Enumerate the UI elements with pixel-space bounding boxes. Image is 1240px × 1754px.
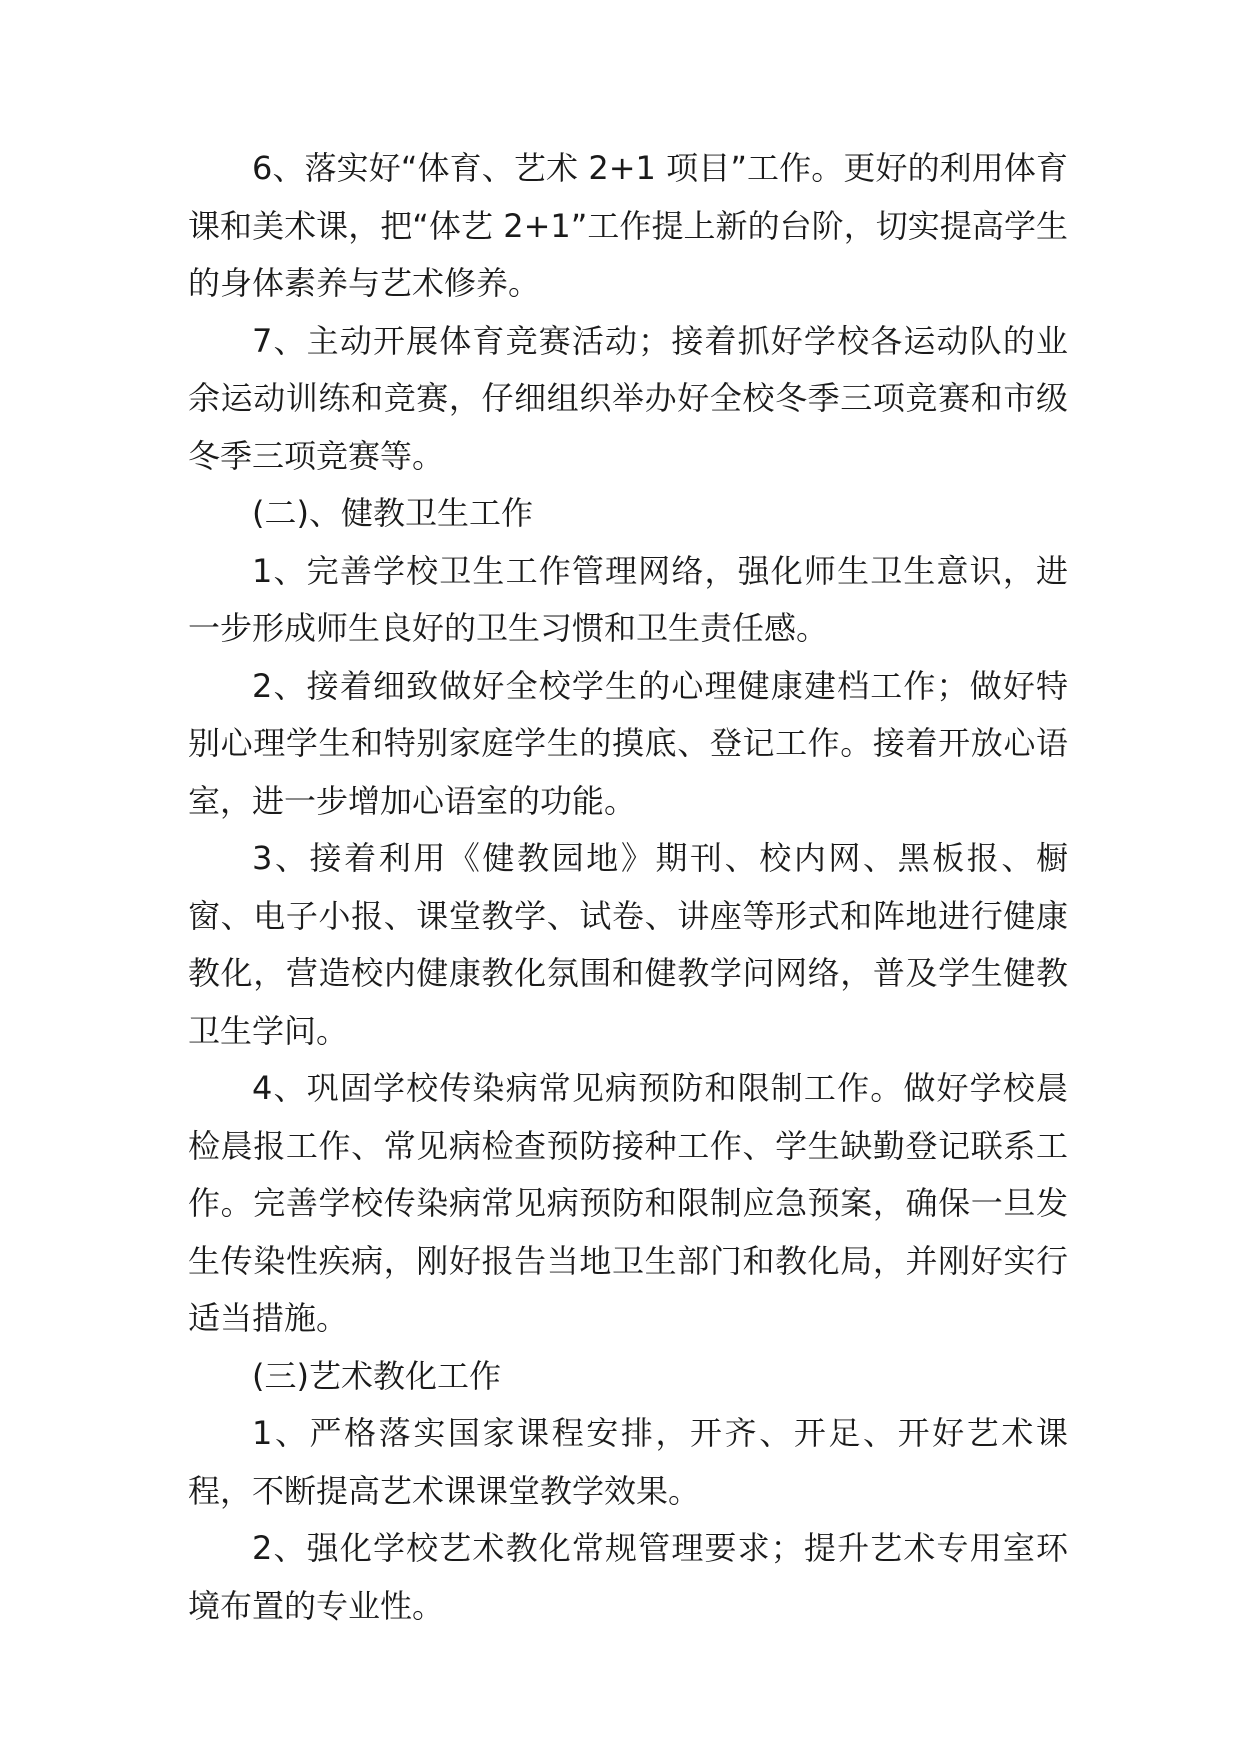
paragraph-7-sports-competitions: 7、主动开展体育竞赛活动；接着抓好学校各运动队的业余运动训练和竞赛，仔细组织举办好全校冬季三项竞赛和市级冬季三项竞赛等。 — [188, 321, 1068, 475]
paragraph-health-3: 3、接着利用《健教园地》期刊、校内网、黑板报、橱窗、电子小报、课堂教学、试卷、讲座等形式和阵地进行健康教化，营造校内健康教化氛围和健教学问网络，普及学生健教卫生学问。 — [188, 839, 1068, 1050]
paragraph-6-sports-arts: 6、落实好“体育、艺术 2+1 项目”工作。更好的利用体育课和美术课，把“体艺 2+1”工作提上新的台阶，切实提高学生的身体素养与艺术修养。 — [188, 149, 1068, 302]
paragraph-health-4: 4、巩固学校传染病常见病预防和限制工作。做好学校晨检晨报工作、常见病检查预防接种工作、学生缺勤登记联系工作。完善学校传染病常见病预防和限制应急预案，确保一旦发生传染性疾病，刚好报告当地卫生部门和教化局，并刚好实行适当措施。 — [188, 1069, 1068, 1337]
section-heading-health-education: (二)、健教卫生工作 — [252, 494, 533, 532]
paragraph-health-1: 1、完善学校卫生工作管理网络，强化师生卫生意识，进一步形成师生良好的卫生习惯和卫生责任感。 — [188, 551, 1068, 647]
paragraph-art-1: 1、严格落实国家课程安排，开齐、开足、开好艺术课程，不断提高艺术课课堂教学效果。 — [188, 1414, 1068, 1510]
document-body — [188, 140, 1068, 1635]
section-heading-art-education: (三)艺术教化工作 — [252, 1356, 501, 1395]
paragraph-art-2: 2、强化学校艺术教化常规管理要求；提升艺术专用室环境布置的专业性。 — [188, 1529, 1068, 1625]
paragraph-health-2: 2、接着细致做好全校学生的心理健康建档工作；做好特别心理学生和特别家庭学生的摸底、登记工作。接着开放心语室，进一步增加心语室的功能。 — [188, 666, 1068, 820]
